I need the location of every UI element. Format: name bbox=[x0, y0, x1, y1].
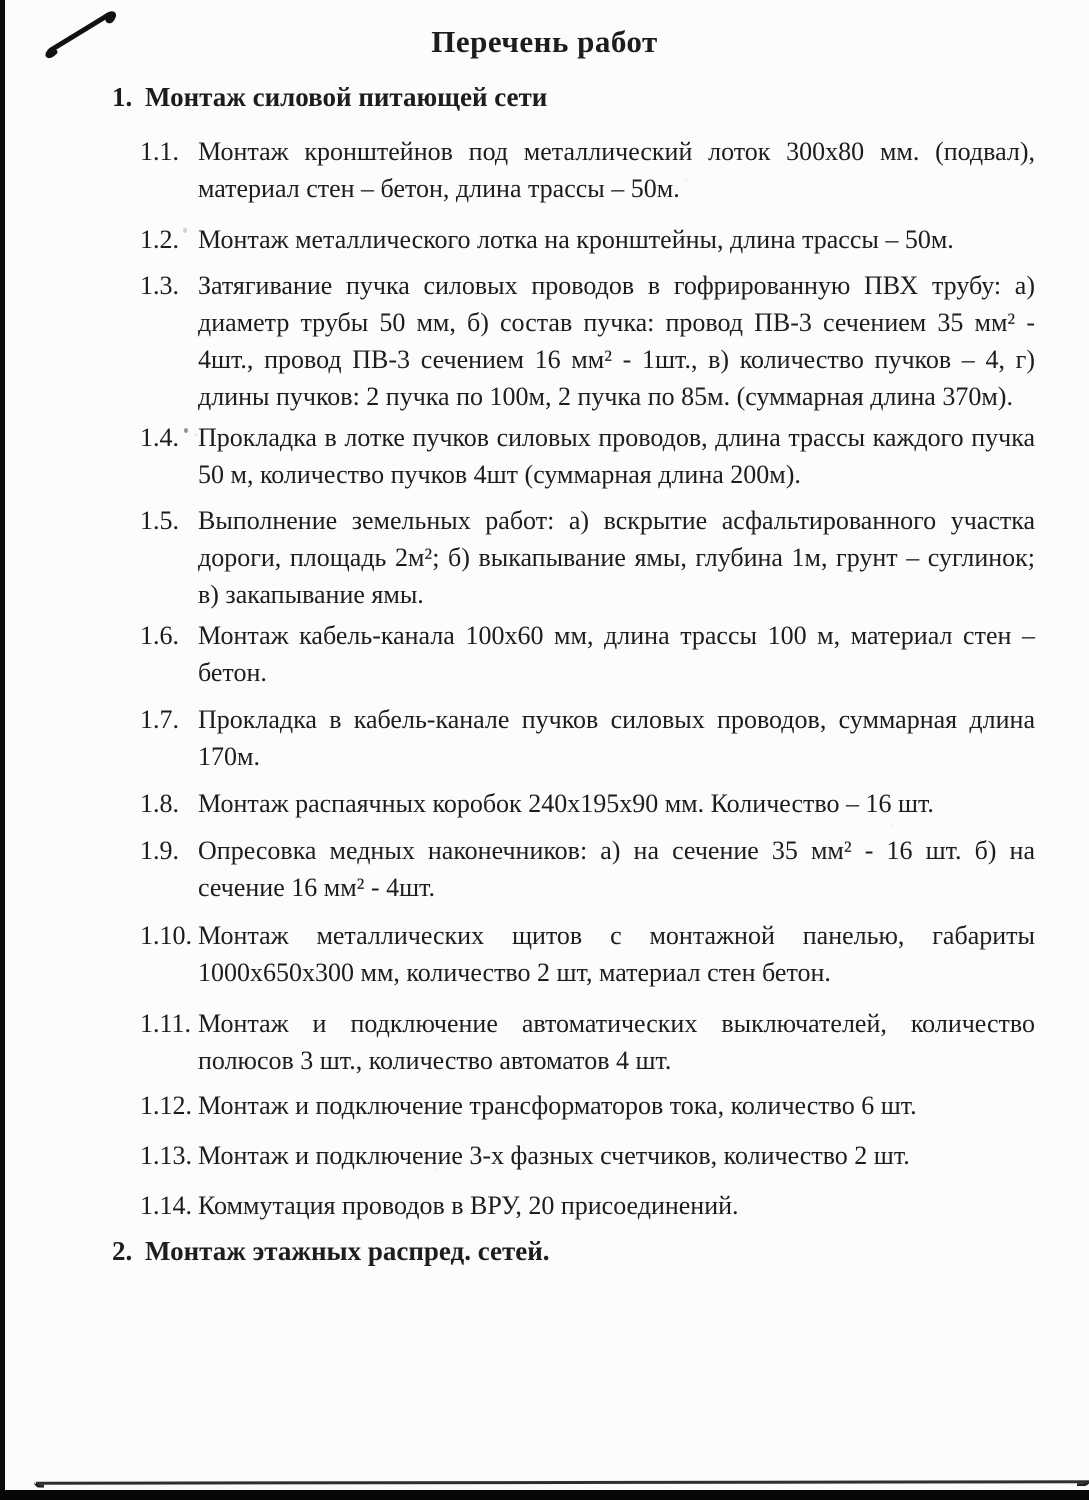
item-number: 1.1. bbox=[140, 137, 179, 166]
list-item bbox=[140, 1137, 1035, 1174]
item-number: 1.6. bbox=[140, 621, 179, 650]
list-item bbox=[140, 133, 1035, 207]
item-text: Монтаж металлических щитов с монтажной панелью, габариты 1000х650х300 мм, количество 2 шт, материал стен бетон. bbox=[198, 921, 1035, 987]
scan-speck bbox=[183, 228, 187, 233]
list-item bbox=[140, 1187, 1035, 1224]
item-number: 1.3. bbox=[140, 271, 179, 300]
scan-bottom-bar bbox=[0, 1490, 1089, 1500]
section-heading-text: Монтаж силовой питающей сети bbox=[145, 82, 548, 112]
item-text: Монтаж металлического лотка на кронштейны, длина трассы – 50м. bbox=[198, 225, 954, 254]
list-item bbox=[140, 267, 1035, 415]
item-number: 1.12. bbox=[140, 1091, 192, 1120]
section-number: 1. bbox=[112, 82, 133, 112]
list-item bbox=[140, 419, 1035, 493]
list-item bbox=[140, 701, 1035, 775]
list-item bbox=[140, 502, 1035, 613]
item-number: 1.14. bbox=[140, 1191, 192, 1220]
item-text: Монтаж и подключение 3-х фазных счетчиков, количество 2 шт. bbox=[198, 1141, 910, 1170]
list-item bbox=[140, 1087, 1035, 1124]
item-text: Затягивание пучка силовых проводов в гофрированную ПВХ трубу: а) диаметр трубы 50 мм, б) состав пучка: провод ПВ-3 сечением 35 мм² - 4шт., провод ПВ-3 сечением 16 мм² - 1шт., в) количество пучков – 4, г) длины пучков: 2 пучка по 100м, 2 пучка по 85м. (суммарная длина 370м). bbox=[198, 271, 1035, 411]
item-number: 1.4. bbox=[140, 423, 179, 452]
list-item bbox=[140, 917, 1035, 991]
list-item bbox=[140, 832, 1035, 906]
list-item bbox=[140, 221, 1035, 258]
scan-speck bbox=[184, 428, 188, 433]
item-text: Монтаж распаячных коробок 240х195х90 мм. Количество – 16 шт. bbox=[198, 789, 934, 818]
section-heading-1 bbox=[112, 82, 547, 113]
list-item bbox=[140, 785, 1035, 822]
item-number: 1.11. bbox=[140, 1009, 192, 1038]
item-number: 1.13. bbox=[140, 1141, 192, 1170]
item-text: Монтаж и подключение трансформаторов тока, количество 6 шт. bbox=[198, 1091, 917, 1120]
list-item bbox=[140, 617, 1035, 691]
item-number: 1.8. bbox=[140, 789, 179, 818]
item-text: Монтаж кабель-канала 100х60 мм, длина трассы 100 м, материал стен – бетон. bbox=[198, 621, 1035, 687]
list-item bbox=[140, 1005, 1035, 1079]
item-text: Коммутация проводов в ВРУ, 20 присоединений. bbox=[198, 1191, 739, 1220]
item-number: 1.9. bbox=[140, 836, 179, 865]
item-number: 1.10. bbox=[140, 921, 192, 950]
item-text: Выполнение земельных работ: а) вскрытие асфальтированного участка дороги, площадь 2м²; б) выкапывание ямы, глубина 1м, грунт – суглинок; в) закапывание ямы. bbox=[198, 506, 1035, 609]
item-text: Монтаж кронштейнов под металлический лоток 300х80 мм. (подвал), материал стен – бетон, длина трассы – 50м. bbox=[198, 137, 1035, 203]
item-number: 1.7. bbox=[140, 705, 179, 734]
item-text: Прокладка в кабель-канале пучков силовых проводов, суммарная длина 170м. bbox=[198, 705, 1035, 771]
item-text: Прокладка в лотке пучков силовых проводов, длина трассы каждого пучка 50 м, количество пучков 4шт (суммарная длина 200м). bbox=[198, 423, 1035, 489]
section-heading-2 bbox=[112, 1236, 550, 1267]
item-number: 1.5. bbox=[140, 506, 179, 535]
scan-edge-strip bbox=[0, 0, 5, 1500]
item-number: 1.2. bbox=[140, 225, 179, 254]
item-text: Монтаж и подключение автоматических выключателей, количество полюсов 3 шт., количество автоматов 4 шт. bbox=[198, 1009, 1035, 1075]
page-title: Перечень работ bbox=[431, 24, 658, 59]
section-heading-text: Монтаж этажных распред. сетей. bbox=[145, 1236, 550, 1266]
scan-bottom-line bbox=[36, 1480, 1089, 1488]
section-number: 2. bbox=[112, 1236, 133, 1266]
item-text: Опресовка медных наконечников: а) на сечение 35 мм² - 16 шт. б) на сечение 16 мм² - 4шт. bbox=[198, 836, 1035, 902]
